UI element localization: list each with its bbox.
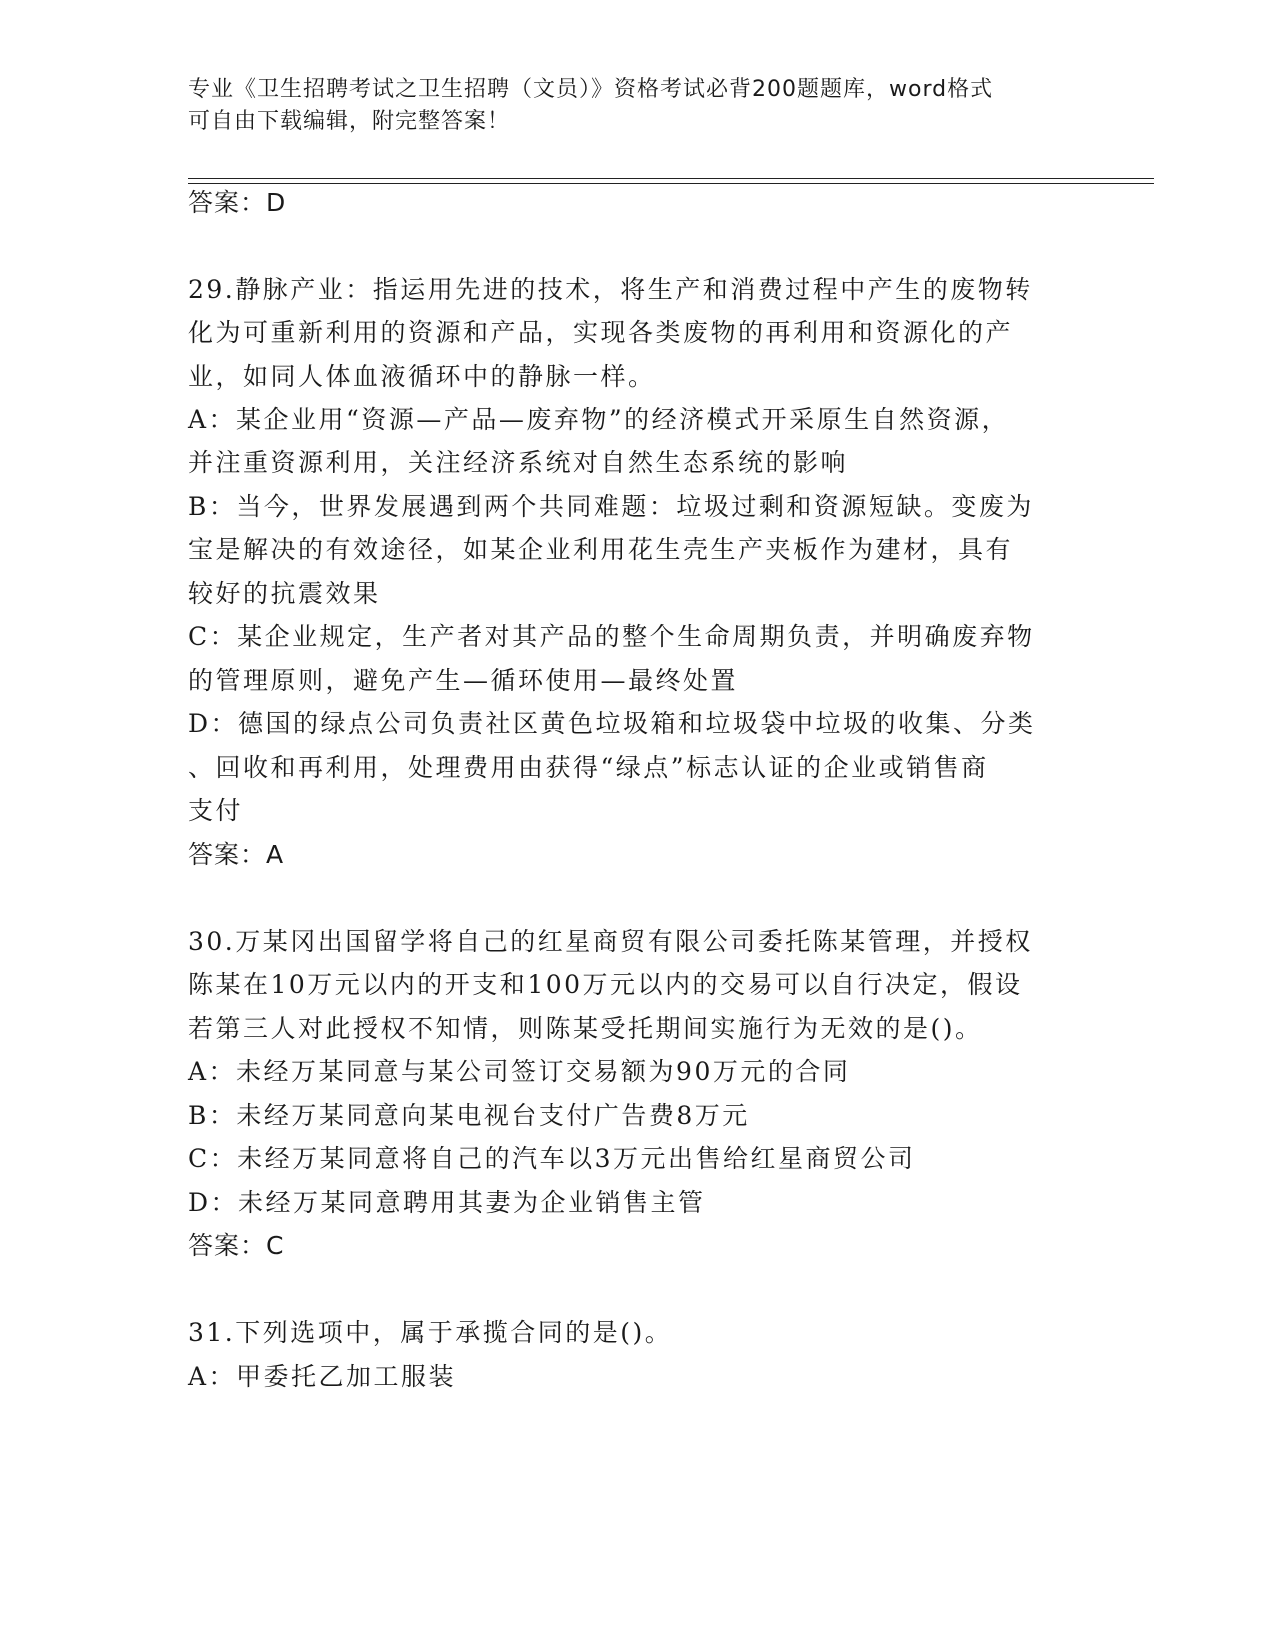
question-29-option-d-line-3: 支付: [188, 796, 244, 825]
question-29-option-c-line-2: 的管理原则，避免产生—循环使用—最终处置: [188, 666, 739, 695]
question-29-option-b-line-1: B：当今，世界发展遇到两个共同难题：垃圾过剩和资源短缺。变废为: [188, 492, 1034, 521]
question-30-option-d: D：未经万某同意聘用其妻为企业销售主管: [188, 1188, 706, 1217]
question-30-answer: 答案：C: [188, 1231, 285, 1260]
question-29-option-c-line-1: C：某企业规定，生产者对其产品的整个生命周期负责，并明确废弃物: [188, 622, 1035, 651]
question-30-option-b: B：未经万某同意向某电视台支付广告费8万元: [188, 1101, 750, 1130]
header-divider-bottom: [188, 183, 1154, 184]
question-29-option-a-line-1: A：某企业用“资源—产品—废弃物”的经济模式开采原生自然资源，: [188, 405, 1010, 434]
question-29-option-a-line-2: 并注重资源利用，关注经济系统对自然生态系统的影响: [188, 448, 849, 477]
question-30-line-2: 陈某在10万元以内的开支和100万元以内的交易可以自行决定，假设: [188, 970, 1023, 999]
header-divider-top: [188, 178, 1154, 179]
previous-answer: 答案：D: [188, 188, 287, 217]
question-30-line-1: 30.万某冈出国留学将自己的红星商贸有限公司委托陈某管理，并授权: [188, 927, 1033, 956]
question-29-option-d-line-1: D：德国的绿点公司负责社区黄色垃圾箱和垃圾袋中垃圾的收集、分类: [188, 709, 1036, 738]
header-line-1: 专业《卫生招聘考试之卫生招聘（文员）》资格考试必背200题题库，word格式: [188, 77, 994, 102]
header-line-2: 可自由下载编辑，附完整答案！: [188, 109, 511, 134]
question-29-line-2: 化为可重新利用的资源和产品，实现各类废物的再利用和资源化的产: [188, 318, 1014, 347]
question-31-option-a: A：甲委托乙加工服装: [188, 1362, 457, 1391]
question-29-answer: 答案：A: [188, 840, 285, 869]
question-29-line-3: 业，如同人体血液循环中的静脉一样。: [188, 362, 656, 391]
question-29-option-b-line-3: 较好的抗震效果: [188, 579, 381, 608]
document-header: [188, 74, 1068, 138]
question-29-option-b-line-2: 宝是解决的有效途径，如某企业利用花生壳生产夹板作为建材，具有: [188, 535, 1014, 564]
question-29-option-d-line-2: 、回收和再利用，处理费用由获得“绿点”标志认证的企业或销售商: [188, 753, 989, 782]
question-31-line-1: 31.下列选项中，属于承揽合同的是()。: [188, 1318, 673, 1347]
question-29-line-1: 29.静脉产业：指运用先进的技术，将生产和消费过程中产生的废物转: [188, 275, 1033, 304]
question-30-line-3: 若第三人对此授权不知情，则陈某受托期间实施行为无效的是()。: [188, 1014, 983, 1043]
question-30-option-a: A：未经万某同意与某公司签订交易额为90万元的合同: [188, 1057, 851, 1086]
question-30-option-c: C：未经万某同意将自己的汽车以3万元出售给红星商贸公司: [188, 1144, 916, 1173]
